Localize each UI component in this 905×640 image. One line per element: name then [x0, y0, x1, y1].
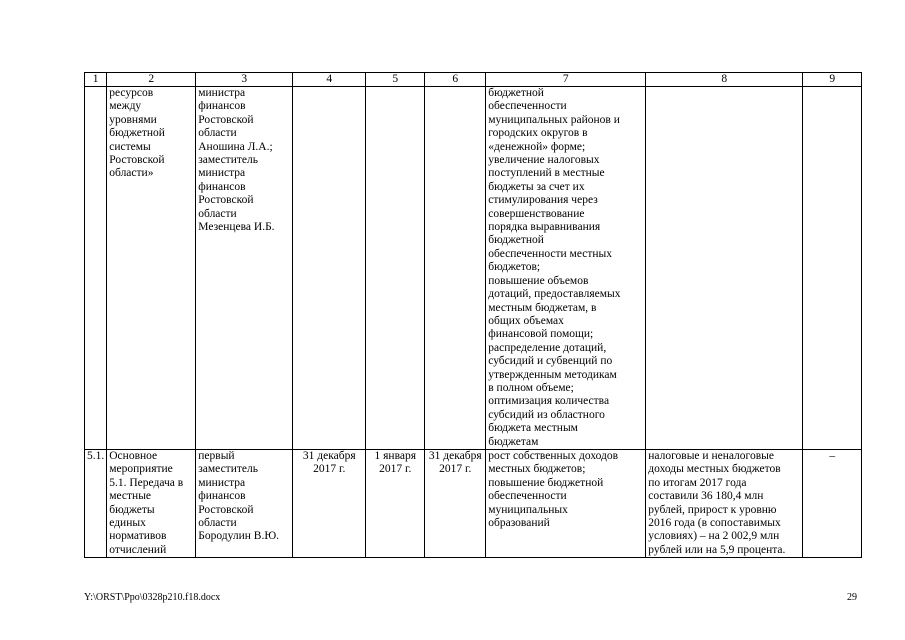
cell-text-line: рублей, прирост к уровню	[648, 503, 777, 516]
cell-text-line: обеспеченности местных	[488, 247, 612, 260]
cell-text-line: единых	[109, 517, 146, 529]
header-cell: 9	[803, 73, 862, 87]
cell-text-line: местных бюджетов;	[488, 463, 586, 476]
cell-text-line: обеспеченности	[488, 100, 567, 113]
cell-text-line: дотаций, предоставляемых	[488, 288, 621, 301]
table-row	[85, 87, 862, 450]
cell-text-line: увеличение налоговых	[488, 154, 600, 167]
cell-text-line: финансовой помощи;	[488, 328, 594, 341]
row1-actual-start	[366, 87, 425, 450]
cell-text-line: министра	[198, 476, 246, 489]
cell-text-line: Ростовской	[198, 503, 254, 516]
cell-text-line: доходы местных бюджетов	[648, 463, 781, 476]
row1-planned-results	[486, 87, 646, 450]
cell-text-line: бюджеты за счет их	[488, 180, 585, 193]
cell-text-line: Основное	[109, 449, 158, 462]
cell-text-line: стимулирования через	[488, 194, 598, 207]
header-cell: 1	[85, 73, 107, 87]
cell-text-line: области»	[109, 167, 154, 180]
cell-text-line: местным бюджетам, в	[488, 301, 597, 314]
cell-text-line: финансов	[198, 100, 246, 113]
cell-text-line: министра	[198, 167, 246, 180]
row1-number	[85, 87, 107, 450]
cell-text-line: первый	[198, 449, 235, 462]
row1-actual-results	[646, 87, 803, 450]
row2-number: 5.1.	[85, 449, 107, 557]
header-cell: 6	[425, 73, 486, 87]
cell-text-line: заместитель	[198, 463, 258, 476]
row2-actual-start	[366, 449, 425, 557]
header-cell: 3	[196, 73, 293, 87]
cell-text-line: повышение объемов	[488, 274, 589, 287]
cell-text-line: области	[198, 127, 237, 140]
cell-text-line: бюджеты	[109, 503, 155, 516]
cell-text-line: совершенствование	[488, 207, 585, 220]
cell-text-line: Ростовской	[198, 113, 254, 126]
cell-text-line: рост собственных доходов	[488, 449, 619, 462]
row1-reasons	[803, 87, 862, 450]
cell-text-line: бюджетной	[488, 87, 544, 99]
header-cell: 5	[366, 73, 425, 87]
table-row	[85, 449, 862, 557]
cell-text-line: общих объемах	[488, 314, 564, 327]
row2-reasons: –	[803, 449, 862, 557]
row2-actual-results	[646, 449, 803, 557]
row1-responsible	[196, 87, 293, 450]
cell-text-line: субсидий и субвенций по	[488, 355, 613, 368]
cell-text-line: Бородулин В.Ю.	[198, 530, 280, 543]
cell-text-line: 31 декабря	[302, 449, 356, 462]
row1-event-name	[107, 87, 196, 450]
cell-text-line: повышение бюджетной	[488, 476, 604, 489]
cell-text-line: Ростовской	[109, 154, 165, 167]
header-cell: 8	[646, 73, 803, 87]
row2-planned-results	[486, 449, 646, 557]
cell-text-line: поступлений в местные	[488, 167, 605, 180]
cell-text-line: 2017 г.	[379, 463, 412, 476]
row2-planned-end	[293, 449, 366, 557]
cell-text-line: субсидий из областного	[488, 408, 605, 421]
cell-text-line: 2017 г.	[313, 463, 346, 476]
cell-text-line: условиях) – на 2 002,9 млн	[648, 530, 780, 543]
header-cell: 7	[486, 73, 646, 87]
cell-text-line: 5.1. Передача в	[109, 476, 184, 489]
report-table	[84, 72, 862, 558]
cell-text-line: 2017 г.	[439, 463, 472, 476]
cell-text-line: заместитель	[198, 154, 258, 167]
cell-text-line: ресурсов	[109, 87, 154, 99]
row2-event-name	[107, 449, 196, 557]
cell-text-line: бюджетов;	[488, 261, 541, 274]
cell-text-line: образований	[488, 517, 550, 529]
cell-text-line: области	[198, 207, 237, 220]
cell-text-line: системы	[109, 140, 151, 153]
cell-text-line: между	[109, 100, 142, 113]
cell-text-line: бюджетной	[109, 127, 165, 140]
cell-text-line: 1 января	[374, 449, 416, 462]
cell-text-line: утвержденным методикам	[488, 368, 617, 381]
cell-text-line: составили 36 180,4 млн	[648, 490, 764, 503]
file-path: Y:\ORST\Ppo\0328p210.f18.docx	[84, 592, 221, 603]
row1-planned-end	[293, 87, 366, 450]
cell-text-line: бюджетной	[488, 234, 544, 247]
cell-text-line: Аношина Л.А.;	[198, 140, 273, 153]
cell-text-line: обеспеченности	[488, 490, 567, 503]
cell-text-line: Мезенцева И.Б.	[198, 221, 275, 234]
header-cell: 4	[293, 73, 366, 87]
cell-text-line: нормативов	[109, 530, 167, 543]
cell-text-line: финансов	[198, 490, 246, 503]
cell-text-line: министра	[198, 87, 246, 99]
cell-text-line: распределение дотаций,	[488, 341, 607, 354]
cell-text-line: оптимизация количества	[488, 395, 610, 408]
cell-text-line: в полном объеме;	[488, 381, 574, 394]
page-number: 29	[847, 592, 857, 603]
cell-text-line: порядка выравнивания	[488, 221, 601, 234]
cell-text-line: 31 декабря	[428, 449, 482, 462]
header-cell: 2	[107, 73, 196, 87]
cell-text-line: 2016 года (в сопоставимых	[648, 517, 781, 529]
cell-text-line: бюджетам	[488, 435, 539, 448]
cell-text-line: Ростовской	[198, 194, 254, 207]
cell-text-line: мероприятие	[109, 463, 173, 476]
header-row	[85, 73, 862, 87]
cell-text-line: рублей или на 5,9 процента.	[648, 543, 786, 556]
row2-actual-end	[425, 449, 486, 557]
cell-text-line: муниципальных	[488, 503, 568, 516]
cell-text-line: городских округов в	[488, 127, 588, 140]
cell-text-line: местные	[109, 490, 152, 503]
cell-text-line: «денежной» форме;	[488, 140, 586, 153]
row2-responsible	[196, 449, 293, 557]
cell-text-line: по итогам 2017 года	[648, 476, 747, 489]
cell-text-line: уровнями	[109, 113, 157, 126]
cell-text-line: области	[198, 517, 237, 529]
cell-text-line: муниципальных районов и	[488, 113, 620, 126]
cell-text-line: финансов	[198, 180, 246, 193]
cell-text-line: отчислений	[109, 543, 167, 556]
row1-actual-end	[425, 87, 486, 450]
cell-text-line: налоговые и неналоговые	[648, 449, 774, 462]
cell-text-line: бюджета местным	[488, 422, 578, 435]
